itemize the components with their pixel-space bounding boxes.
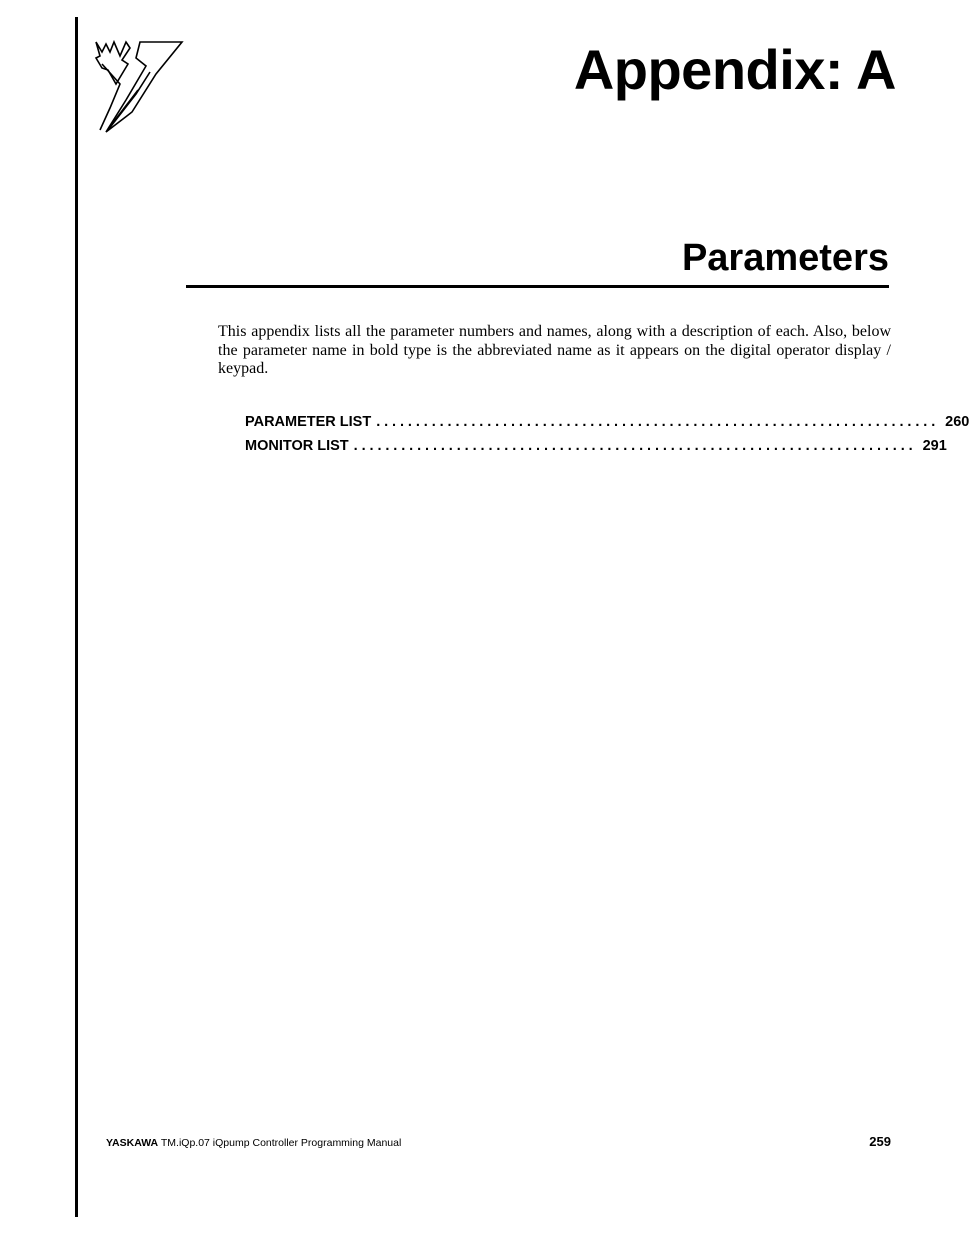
toc-item-page: 291 bbox=[922, 438, 947, 454]
footer-manual-title bbox=[106, 1137, 401, 1149]
toc-leader-dots: ....................................................................... bbox=[376, 414, 940, 430]
chapter-title: Appendix: A bbox=[573, 38, 896, 101]
footer-brand: YASKAWA bbox=[106, 1137, 159, 1149]
table-of-contents bbox=[245, 410, 969, 458]
toc-item-page: 260 bbox=[945, 414, 969, 430]
toc-leader-dots: ....................................................................... bbox=[353, 438, 917, 454]
toc-item-parameter-list[interactable] bbox=[245, 410, 969, 434]
section-divider bbox=[186, 285, 889, 288]
toc-item-monitor-list[interactable] bbox=[245, 434, 947, 458]
section-title: Parameters bbox=[681, 237, 889, 279]
intro-paragraph: This appendix lists all the parameter numbers and names, along with a description of each. Also, below the parameter name in bold type is the abbreviated name as it appears on the digital operator display / keypad. bbox=[218, 323, 891, 377]
page-number: 259 bbox=[869, 1134, 891, 1149]
yaskawa-logo-icon bbox=[92, 38, 186, 134]
footer-manual-name: TM.iQp.07 iQpump Controller Programming Manual bbox=[160, 1137, 402, 1149]
left-margin-bar bbox=[75, 17, 78, 1217]
toc-item-label: PARAMETER LIST bbox=[245, 414, 372, 430]
toc-item-label: MONITOR LIST bbox=[245, 438, 349, 454]
